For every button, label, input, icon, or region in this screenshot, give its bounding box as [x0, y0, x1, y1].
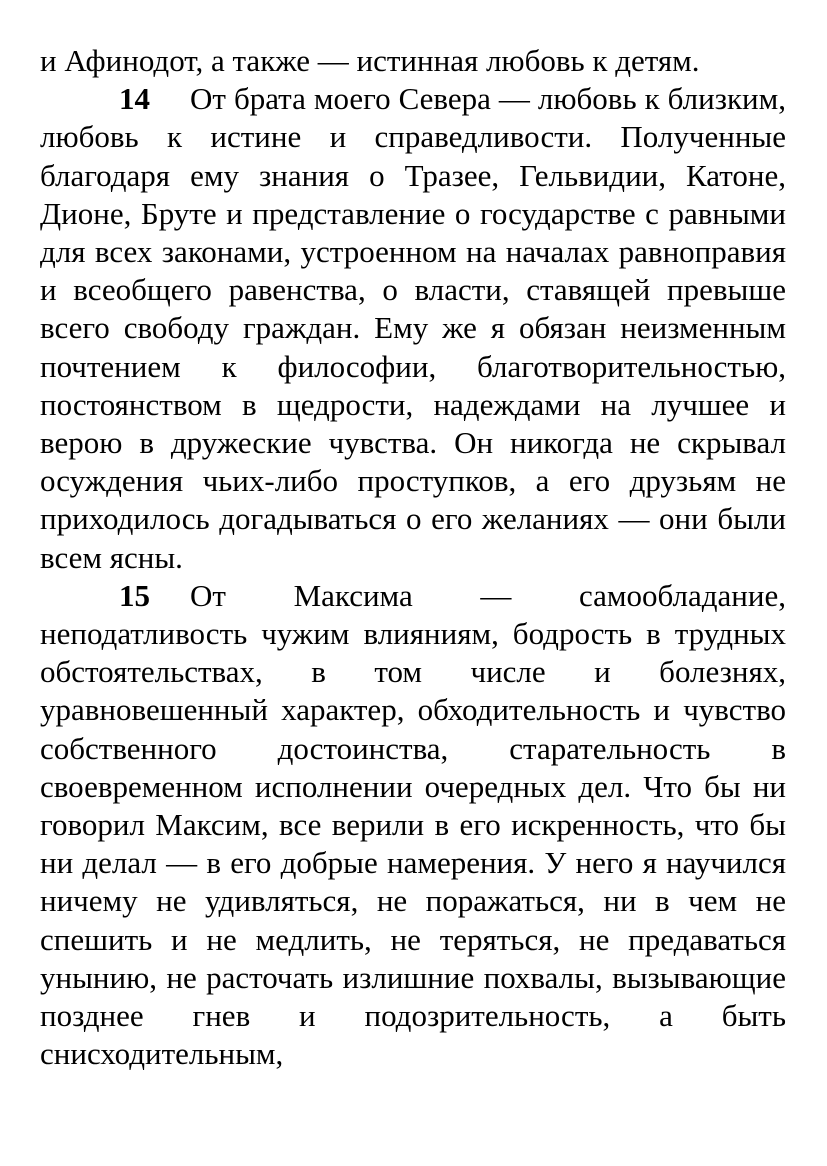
document-page [40, 42, 786, 1073]
section-text: От брата моего Севера — любовь к близким, любовь к истине и справедливости. Полученные благодаря ему знания о Тразее, Гельвидии, Катоне, Дионе, Бруте и представление о государстве с равными для всех законами, устроенном на началах равноправия и всеобщего равенства, о власти, ставящей превыше всего свободу граждан. Ему же я обязан неизменным почтением к философии, благотворительностью, постоянством в щедрости, надеждами на лучшее и верою в дружеские чувства. Он никогда не скрывал осуждения чьих-либо проступков, а его друзьям не приходилось догадываться о его желаниях — они были всем ясны. [40, 81, 786, 575]
section-paragraph-14 [40, 80, 786, 577]
section-number: 14 [119, 81, 150, 117]
section-text: От Максима — самообладание, неподатливость чужим влияниям, бодрость в трудных обстоятельствах, в том числе и болезнях, уравновешенный характер, обходительность и чувство собственного достоинства, старательность в своевременном исполнении очередных дел. Что бы ни говорил Максим, все верили в его искренность, что бы ни делал — в его добрые намерения. У него я научился ничему не удивляться, не поражаться, ни в чем не спешить и не медлить, не теряться, не предаваться унынию, не расточать излишние похвалы, вызывающие позднее гнев и подозрительность, а быть снисходительным, [40, 577, 786, 1072]
lead-paragraph: и Афинодот, а также — истинная любовь к детям. [40, 43, 700, 78]
section-number: 15 [119, 577, 150, 613]
section-paragraph-15 [40, 577, 786, 1074]
